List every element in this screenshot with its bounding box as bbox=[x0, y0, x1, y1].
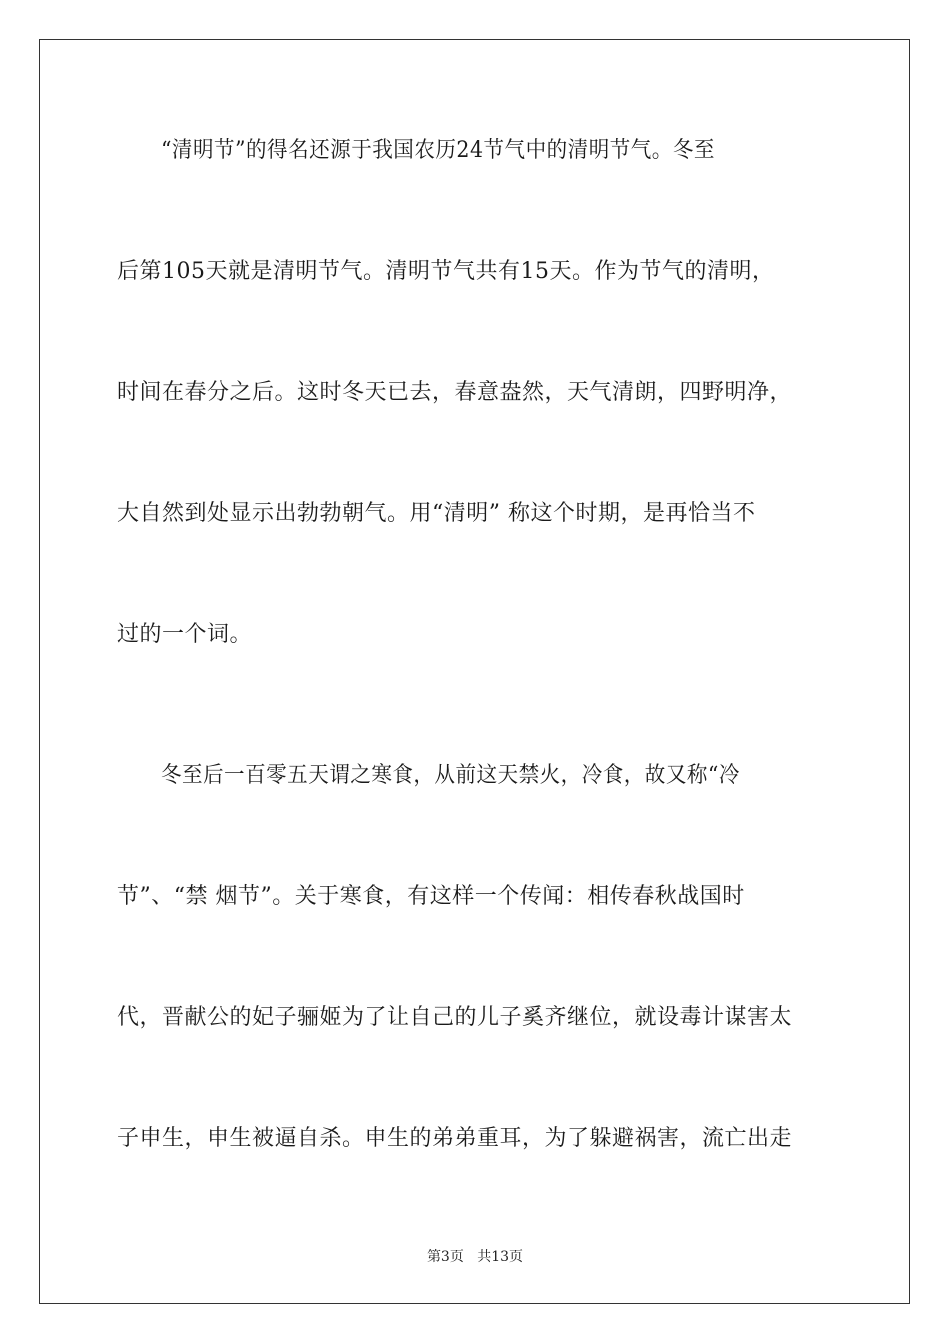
paragraph-1-line-5: 过的一个词。 bbox=[117, 622, 253, 647]
page-footer bbox=[0, 1248, 950, 1266]
paragraph-1-line-2: 后第105天就是清明节气。清明节气共有15天。作为节气的清明， bbox=[117, 259, 775, 284]
paragraph-2-line-2: 节”、“禁 烟节”。关于寒食，有这样一个传闻：相传春秋战国时 bbox=[117, 884, 745, 909]
page-border bbox=[39, 39, 910, 1304]
paragraph-2-line-1: 冬至后一百零五天谓之寒食，从前这天禁火，冷食，故又称“冷 bbox=[160, 763, 740, 788]
page-total: 共13页 bbox=[477, 1249, 524, 1265]
paragraph-2-line-3: 代，晋献公的妃子骊姬为了让自己的儿子奚齐继位，就设毒计谋害太 bbox=[117, 1005, 793, 1030]
paragraph-1-line-4: 大自然到处显示出勃勃朝气。用“清明” 称这个时期，是再恰当不 bbox=[117, 501, 756, 526]
paragraph-1-line-3: 时间在春分之后。这时冬天已去，春意盎然，天气清朗，四野明净， bbox=[117, 380, 793, 405]
page-number: 第3页 bbox=[426, 1249, 464, 1265]
paragraph-1-line-1: “清明节”的得名还源于我国农历24节气中的清明节气。冬至 bbox=[160, 138, 715, 163]
paragraph-2-line-4: 子申生，申生被逼自杀。申生的弟弟重耳，为了躲避祸害，流亡出走 bbox=[117, 1126, 793, 1151]
